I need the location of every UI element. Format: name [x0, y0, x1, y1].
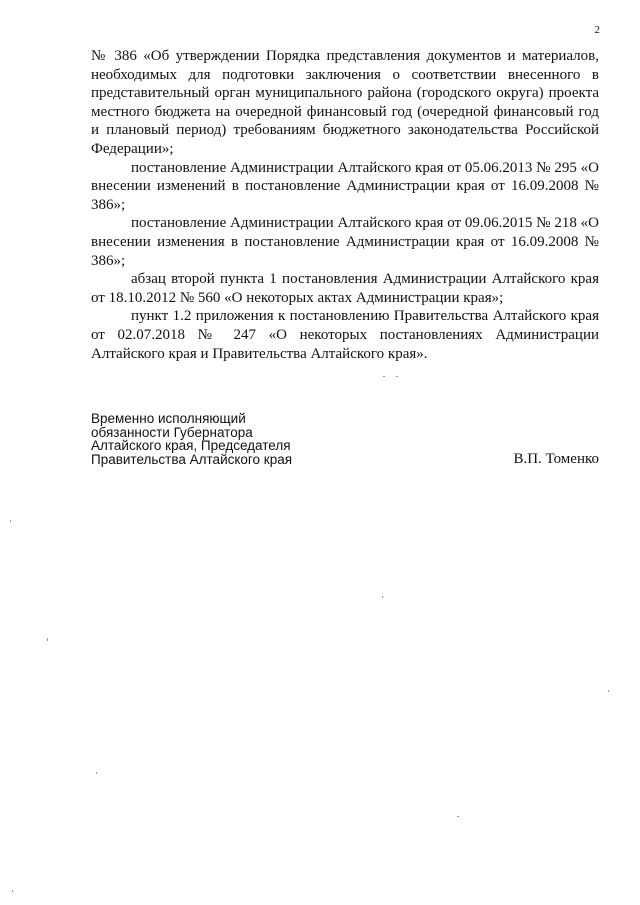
document-body [91, 47, 599, 363]
scan-speck [47, 638, 48, 641]
scan-speck [608, 690, 609, 692]
paragraph-resolution-218: постановление Администрации Алтайского края от 09.06.2015 № 218 «О внесении изменения в постановление Администрации края от 16.09.2008 № 386»; [91, 215, 599, 269]
paragraph-continuation: № 386 «Об утверждении Порядка представления документов и материалов, необходимых для подготовки заключения о соответствии внесенного в представительный орган муниципального района (городского округа) проекта местного бюджета на очередной финансовый год (очередной финансовый год и плановый период) требованиям бюджетного законодательства Российской Федерации»; [91, 48, 599, 157]
scan-speck [457, 816, 459, 817]
signatory-title-line: Временно исполняющий [91, 411, 246, 426]
signatory-title-line: Алтайского края, Председателя [91, 438, 291, 453]
page-number: 2 [594, 24, 600, 36]
paragraph-resolution-560: абзац второй пункта 1 постановления Администрации Алтайского края от 18.10.2012 № 560 «О некоторых актах Администрации края»; [91, 271, 599, 306]
scan-speck [10, 520, 11, 522]
paragraph-resolution-247: пункт 1.2 приложения к постановлению Правительства Алтайского края от 02.07.2018 № 247 «О некоторых постановлениях Администрации Алтайского края и Правительства Алтайского края». [91, 308, 599, 362]
scan-speck [383, 376, 385, 377]
scan-speck [96, 772, 97, 774]
signatory-title-line: Правительства Алтайского края [91, 451, 293, 467]
scan-speck [12, 890, 13, 892]
paragraph-resolution-295: постановление Администрации Алтайского края от 05.06.2013 № 295 «О внесении изменений в постановление Администрации края от 16.09.2008 № 386»; [91, 159, 599, 213]
signatory-name: В.П. Томенко [513, 450, 599, 467]
scan-speck [382, 596, 383, 598]
signature-block [91, 412, 599, 466]
scan-speck [396, 376, 398, 377]
signatory-title-line: обязанности Губернатора [91, 424, 253, 440]
